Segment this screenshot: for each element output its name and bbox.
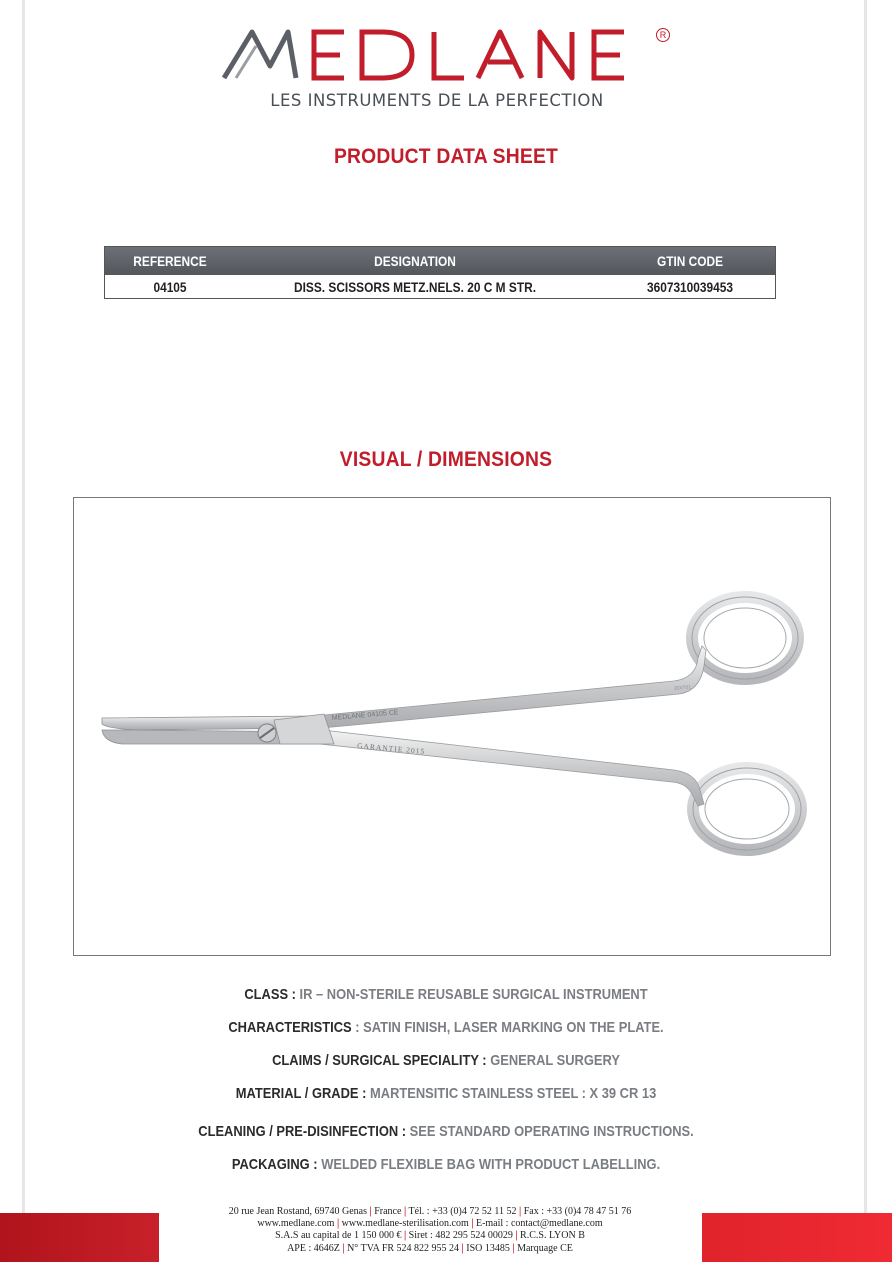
footer-address: 20 rue Jean Rostand, 69740 Genas	[228, 1206, 368, 1217]
spec-claims-value: GENERAL SURGERY	[486, 1052, 620, 1069]
spec-packaging	[62, 1156, 829, 1173]
cell-reference: 04105	[153, 279, 187, 295]
spec-characteristics	[62, 1019, 829, 1036]
footer-rcs: R.C.S. LYON B	[520, 1230, 585, 1242]
spec-characteristics-label: CHARACTERISTICS	[228, 1019, 352, 1036]
page-border-right	[864, 0, 867, 1213]
footer-capital: S.A.S au capital de 1 150 000 €	[275, 1230, 402, 1242]
scissors-image	[74, 498, 830, 955]
header-designation: DESIGNATION	[374, 253, 456, 269]
laser-marking-guarantee: GARANTIE 2015	[356, 741, 426, 756]
product-visual-frame	[73, 497, 831, 956]
spec-packaging-value: WELDED FLEXIBLE BAG WITH PRODUCT LABELLING.	[317, 1156, 661, 1173]
laser-marking-plate: MEDLANE 04105 CE	[331, 709, 399, 722]
brand-tagline: LES INSTRUMENTS DE LA PERFECTION	[270, 91, 604, 110]
spec-claims	[62, 1052, 829, 1069]
spec-class-label: CLASS :	[244, 986, 296, 1003]
footer-siret: Siret : 482 295 524 00029	[408, 1230, 513, 1242]
spec-material-value: MARTENSITIC STAINLESS STEEL : X 39 CR 13	[366, 1085, 657, 1102]
spec-material	[62, 1085, 829, 1102]
footer-vat: N° TVA FR 524 822 955 24	[347, 1242, 460, 1254]
footer-contact	[160, 1206, 700, 1255]
header-gtin: GTIN CODE	[656, 253, 724, 269]
footer-website[interactable]: www.medlane.com	[257, 1218, 335, 1230]
registered-mark: R	[656, 28, 670, 42]
product-table	[104, 246, 776, 299]
spec-cleaning-value: SEE STANDARD OPERATING INSTRUCTIONS.	[406, 1123, 694, 1140]
spec-cleaning	[62, 1123, 829, 1140]
spec-cleaning-label: CLEANING / PRE-DISINFECTION :	[198, 1123, 407, 1140]
spec-material-label: MATERIAL / GRADE :	[235, 1085, 367, 1102]
visual-dimensions-title: VISUAL / DIMENSIONS	[339, 448, 553, 471]
footer-fax: Fax : +33 (0)4 78 47 51 76	[523, 1206, 632, 1217]
footer-line-company: S.A.S au capital de 1 150 000 € | Siret : 482 295 524 00029 | R.C.S. LYON B	[275, 1230, 585, 1242]
footer-email[interactable]: E-mail : contact@medlane.com	[475, 1218, 603, 1230]
footer-iso: ISO 13485	[466, 1242, 510, 1254]
footer-ce: Marquage CE	[517, 1242, 573, 1254]
medlane-logo	[222, 26, 672, 84]
footer-line-address: 20 rue Jean Rostand, 69740 Genas | France | Tél. : +33 (0)4 72 52 11 52 | Fax : +33 (0)4 78 47 51 76	[228, 1206, 632, 1217]
spec-class	[62, 986, 829, 1003]
footer-website-sterilisation[interactable]: www.medlane-sterilisation.com	[341, 1218, 469, 1230]
footer-red-band-left	[0, 1213, 159, 1262]
page-title: PRODUCT DATA SHEET	[333, 145, 559, 168]
laser-marking-code: J0XT01	[673, 684, 692, 692]
footer-red-band-right	[702, 1213, 892, 1262]
footer-line-web: www.medlane.com | www.medlane-sterilisation.com | E-mail : contact@medlane.com	[257, 1218, 603, 1230]
cell-designation: DISS. SCISSORS METZ.NELS. 20 C M STR.	[293, 279, 537, 295]
cell-gtin: 3607310039453	[646, 279, 734, 295]
spec-claims-label: CLAIMS / SURGICAL SPECIALITY :	[272, 1052, 487, 1069]
footer-ape: APE : 4646Z	[287, 1242, 340, 1254]
footer-line-registration: APE : 4646Z | N° TVA FR 524 822 955 24 | ISO 13485 | Marquage CE	[287, 1242, 573, 1254]
spec-class-value: IR – NON-STERILE REUSABLE SURGICAL INSTRUMENT	[295, 986, 648, 1003]
page-border-left	[22, 0, 25, 1213]
header-reference: REFERENCE	[133, 253, 207, 269]
spec-characteristics-value: : SATIN FINISH, LASER MARKING ON THE PLATE.	[351, 1019, 664, 1036]
footer-phone: Tél. : +33 (0)4 72 52 11 52	[408, 1206, 517, 1217]
medlane-logo-mark	[222, 26, 662, 84]
footer-country: France	[374, 1206, 402, 1217]
spec-packaging-label: PACKAGING :	[231, 1156, 318, 1173]
